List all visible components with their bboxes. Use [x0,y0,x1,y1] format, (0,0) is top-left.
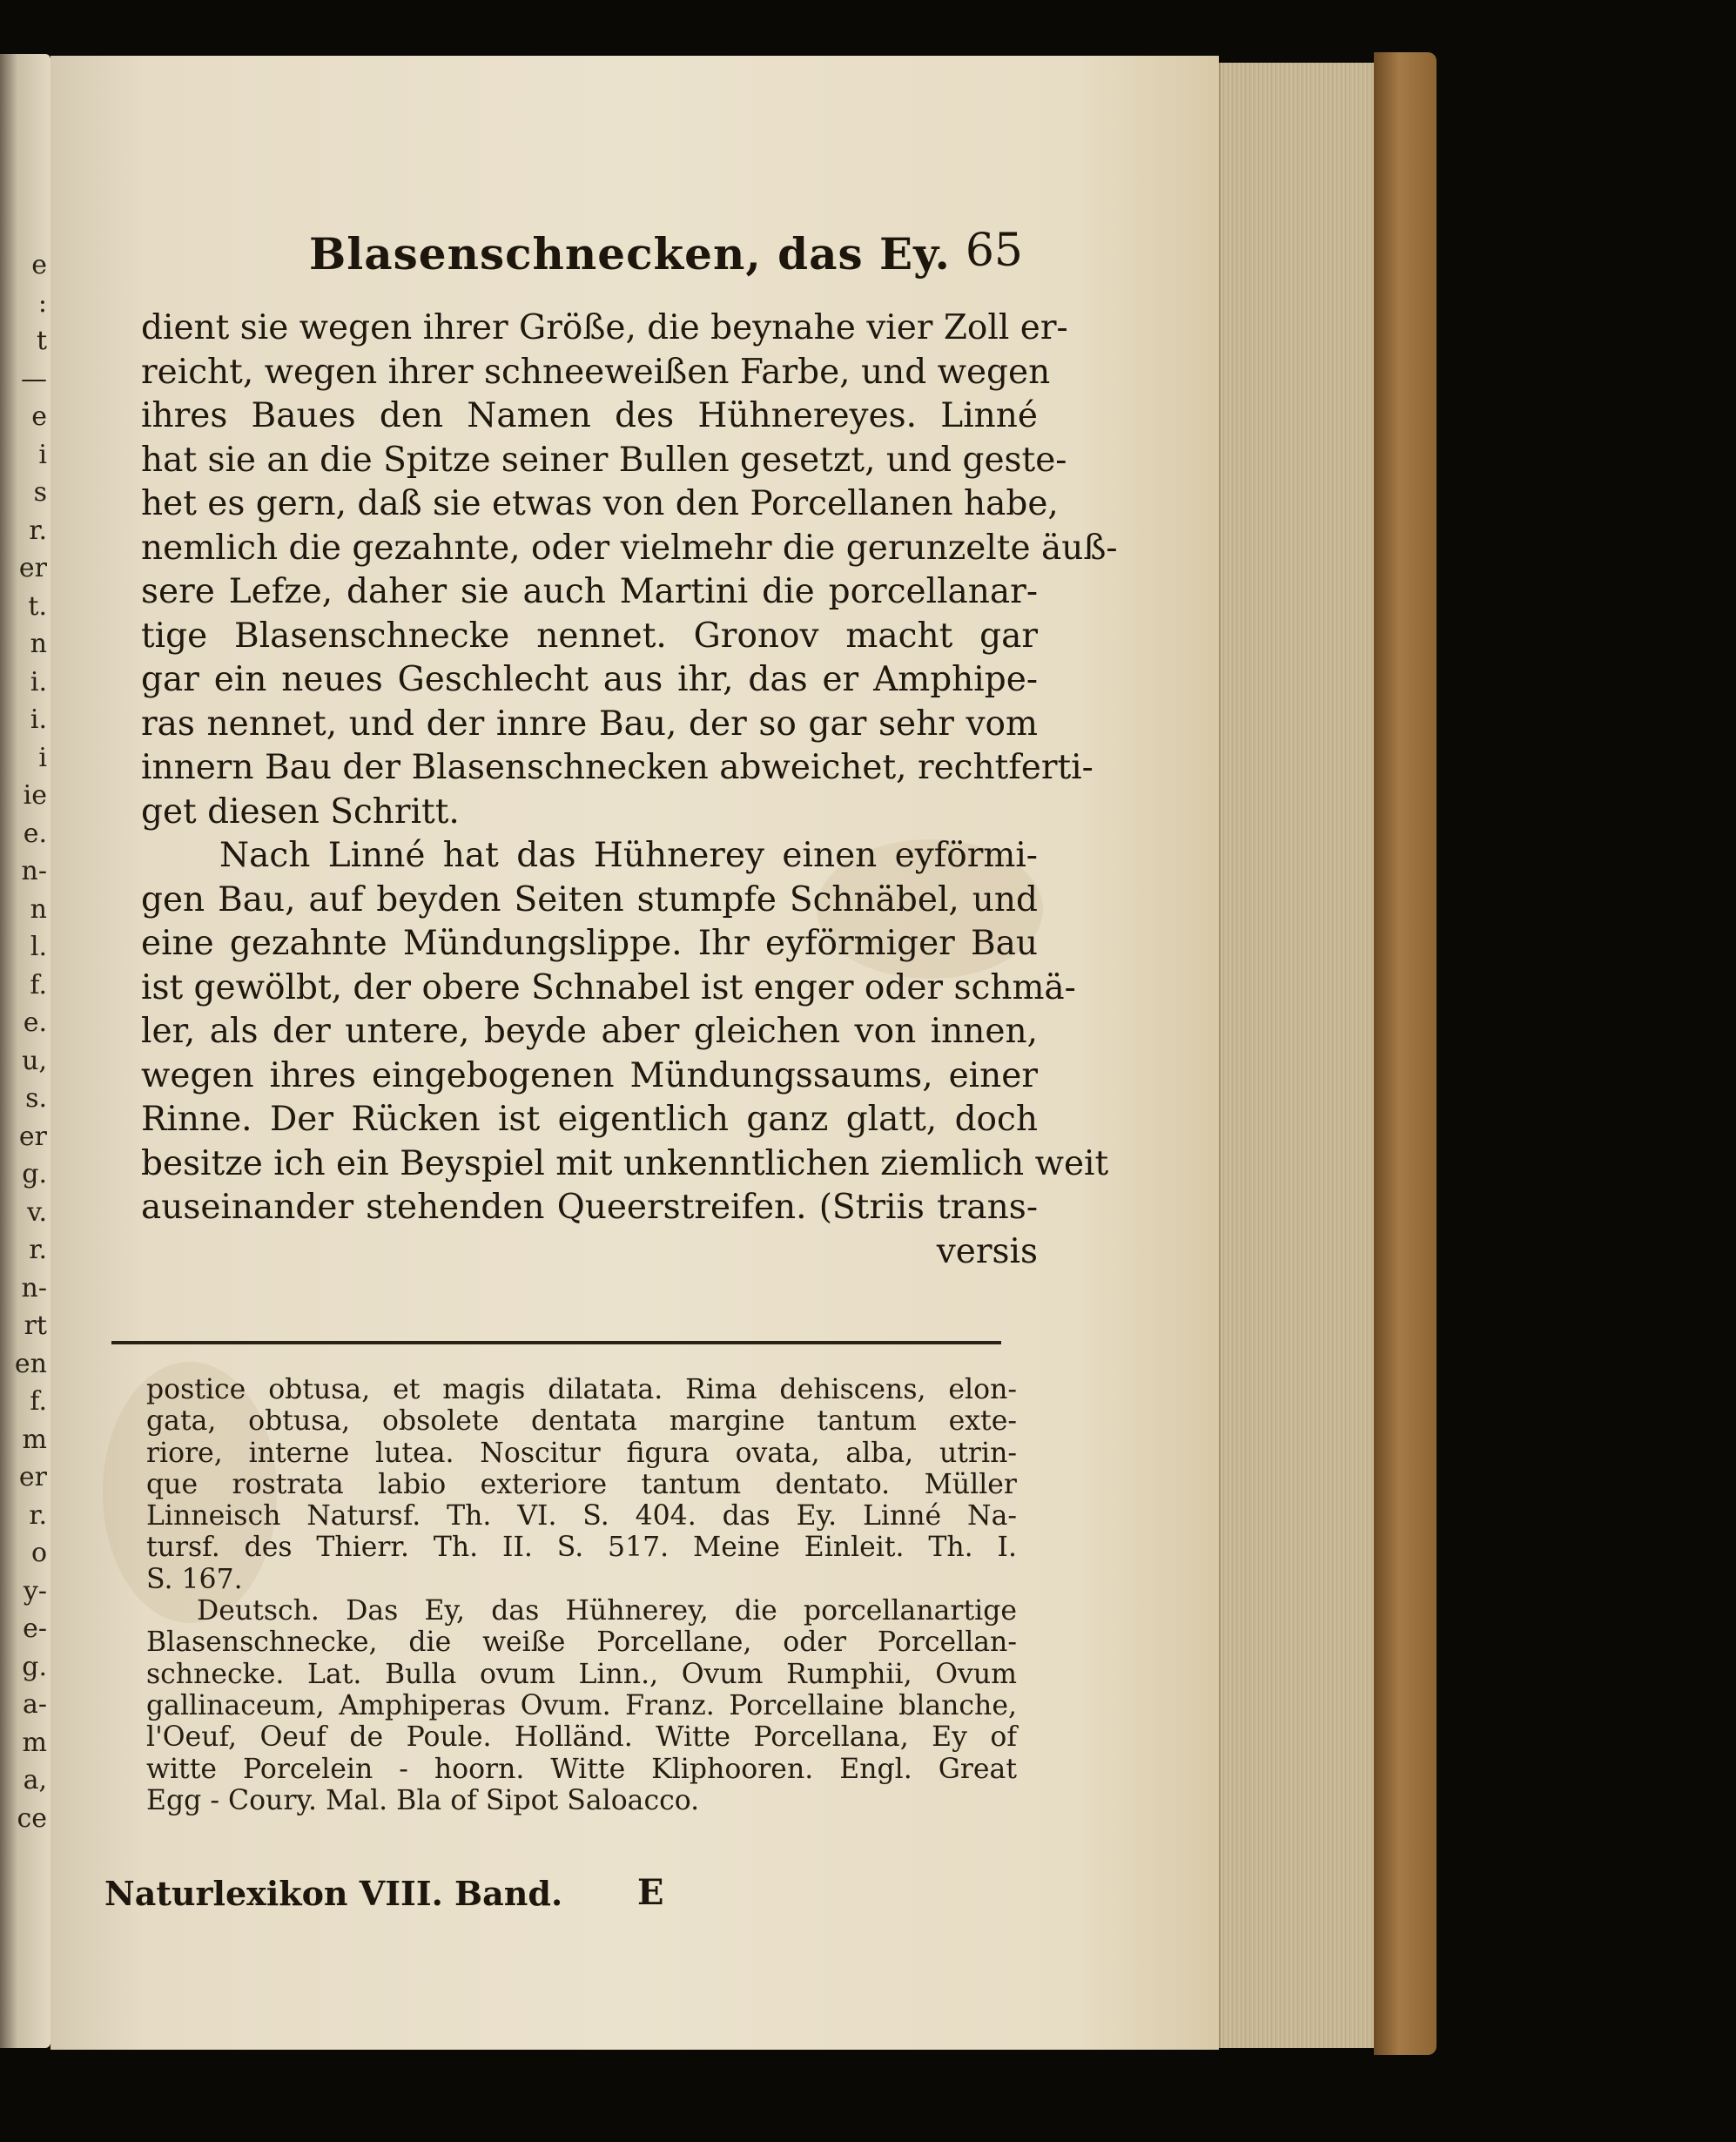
left-page-fragment: i [38,742,47,773]
footnote-rule [111,1341,1001,1344]
footnote-line: gallinaceum, Amphiperas Ovum. Franz. Porcellaine blanche, [146,1689,1017,1721]
text-line: het es gern, daß sie etwas von den Porcellanen habe, [141,484,1059,523]
left-page-fragment: : [37,287,47,319]
left-page-fragment: v. [27,1196,47,1228]
left-page-fragment: i. [30,704,47,735]
text-line: besitze ich ein Beyspiel mit unkenntlichen ziemlich weit [141,1143,1109,1183]
left-page-fragment: en [14,1348,47,1379]
main-text [141,306,1118,1274]
left-page-fragment: n [30,893,47,925]
running-title: Blasenschnecken, das Ey. [309,228,951,280]
footnote-text [146,1374,1017,1816]
left-page-fragment: n- [21,1272,47,1303]
text-line: reicht, wegen ihrer schneeweißen Farbe, und wegen [141,352,1051,392]
left-page-fragment: r. [29,1235,47,1265]
left-page-fragment: u, [22,1045,47,1076]
left-page-fragment: i. [30,666,47,697]
left-page-fragment: s. [25,1083,47,1114]
left-page-fragment: e. [23,1007,47,1038]
page-stack [1219,63,1376,2048]
paragraph-start: Nach Linné hat das Hühnerey einen eyförmi- [219,836,1038,875]
left-page-fragment: g. [22,1651,47,1682]
footnote-line: que rostrata labio exteriore tantum dentato. Müller [146,1468,1017,1500]
left-page-fragment: t. [28,590,47,622]
left-page-fragment: o [30,1538,47,1568]
text-line: auseinander stehenden Queerstreifen. (Striis trans- [141,1188,1038,1227]
text-line: gar ein neues Geschlecht aus ihr, das er Amphipe- [141,660,1038,699]
footnote-line: l'Oeuf, Oeuf de Poule. Holländ. Witte Porcellana, Ey of [146,1721,1017,1754]
text-line: ras nennet, und der innre Bau, der so gar sehr vom [141,704,1038,744]
left-page-fragment: n- [21,856,47,886]
footnote-line: schnecke. Lat. Bulla ovum Linn., Ovum Rumphii, Ovum [146,1658,1017,1690]
left-page-fragment: i [38,439,47,470]
left-page-fragment: m [22,1424,47,1455]
left-page-fragment: g. [22,1159,47,1189]
footnote-paragraph-start: Deutsch. Das Ey, das Hühnerey, die porcellanartige [197,1595,1017,1627]
left-page-fragment: — [21,363,47,394]
left-page-fragment: e [31,250,47,280]
footnote-line: tursf. des Thierr. Th. II. S. 517. Meine Einleit. Th. I. [146,1532,1017,1564]
left-page-fragment: s [33,477,47,508]
footnote-line: postice obtusa, et magis dilatata. Rima dehiscens, elon- [146,1374,1017,1405]
text-line: ihres Baues den Namen des Hühnereyes. Linné [141,396,1038,435]
signature-line: Naturlexikon VIII. Band. [104,1874,563,1913]
page-number: 65 [965,225,1023,277]
text-line: gen Bau, auf beyden Seiten stumpfe Schnäbel, und [141,879,1038,919]
left-page-fragment: rt [24,1310,47,1341]
left-page-fragment: er [18,553,47,583]
left-page-fragment: n [30,629,47,659]
book-cover [1374,52,1437,2055]
left-page-edge [0,54,50,2048]
text-line: tige Blasenschnecke nennet. Gronov macht gar [141,616,1038,656]
text-line: ler, als der untere, beyde aber gleichen von innen, [141,1012,1038,1051]
text-line: get diesen Schritt. [141,791,460,832]
text-line: ist gewölbt, der obere Schnabel ist enger oder schmä- [141,967,1076,1007]
footnote-line: S. 167. [146,1563,243,1595]
left-page-fragment: r. [29,1499,47,1531]
text-line: eine gezahnte Mündungslippe. Ihr eyförmiger Bau [141,924,1038,963]
left-page-fragment: ie [23,780,47,811]
footnote-line: Blasenschnecke, die weiße Porcellane, oder Porcellan- [146,1627,1017,1659]
left-page-fragment: e. [23,818,47,849]
footnote-line: Linneisch Natursf. Th. VI. S. 404. das Ey. Linné Na- [146,1500,1017,1532]
text-line: innern Bau der Blasenschnecken abweichet, rechtferti- [141,748,1093,787]
page-header [309,225,1023,289]
footnote-line: witte Porcelein - hoorn. Witte Kliphooren. Engl. Great [146,1753,1017,1785]
left-page-fragment: a- [22,1689,47,1720]
footnote-line: riore, interne lutea. Noscitur figura ovata, alba, utrin- [146,1437,1017,1469]
left-page-fragment: er [18,1121,47,1152]
left-page-fragment: e- [23,1613,47,1644]
left-page-fragment: t [36,326,47,356]
text-line: wegen ihres eingebogenen Mündungssaums, einer [141,1055,1038,1095]
signature-mark: E [637,1872,664,1913]
text-line: hat sie an die Spitze seiner Bullen gesetzt, und geste- [141,440,1067,480]
left-page-fragment: l. [30,932,47,962]
left-page-fragment: er [18,1462,47,1492]
left-page-fragment: f. [30,969,47,1000]
left-page-fragment: e [31,401,47,432]
left-page-fragment: ce [17,1802,47,1834]
left-page-fragment: a, [23,1765,47,1795]
left-page-fragment: y- [23,1575,47,1606]
footnote-line: Egg - Coury. Mal. Bla of Sipot Saloacco. [146,1784,700,1816]
text-line: Rinne. Der Rücken ist eigentlich ganz glatt, doch [141,1100,1038,1139]
page-footer [104,1874,696,1923]
text-line: dient sie wegen ihrer Größe, die beynahe vier Zoll er- [141,308,1068,347]
footnote-line: gata, obtusa, obsolete dentata margine tantum exte- [146,1405,1017,1438]
left-page-fragment: f. [30,1386,47,1417]
catchword: versis [936,1231,1038,1271]
left-page-fragment: r. [29,515,47,546]
left-page-fragment: m [22,1727,47,1758]
text-line: nemlich die gezahnte, oder vielmehr die gerunzelte äuß- [141,528,1118,568]
text-line: sere Lefze, daher sie auch Martini die porcellanar- [141,572,1038,611]
